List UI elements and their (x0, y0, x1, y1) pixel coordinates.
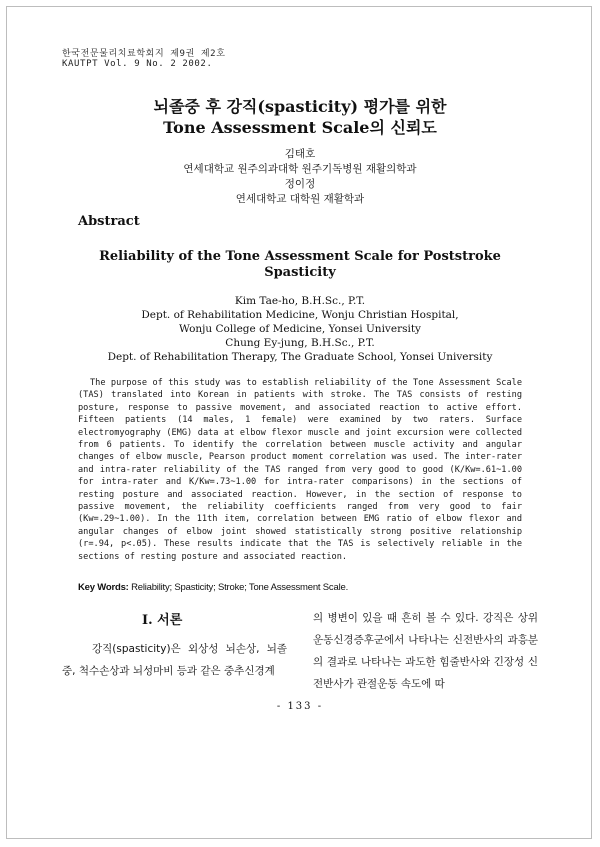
english-affiliation-2: Dept. of Rehabilitation Therapy, The Graduate School, Yonsei University (107, 351, 493, 363)
english-affiliation-1b: Wonju College of Medicine, Yonsei University (179, 323, 421, 335)
english-author-1: Kim Tae-ho, B.H.Sc., P.T. (234, 295, 366, 307)
english-author-2: Chung Ey-jung, B.H.Sc., P.T. (225, 337, 375, 349)
english-title-line-1: Reliability of the Tone Assessment Scale for Poststroke (99, 249, 501, 264)
section-heading-introduction: Ⅰ. 서론 (142, 613, 183, 628)
korean-affiliation-2: 연세대학교 대학원 재활학과 (235, 193, 365, 205)
journal-volume: KAUTPT Vol. 9 No. 2 2002. (62, 59, 213, 69)
keywords-label: Key Words: (78, 582, 129, 593)
abstract-heading: Abstract (78, 214, 140, 229)
korean-title-line-2: Tone Assessment Scale의 신뢰도 (163, 118, 437, 137)
abstract-body: The purpose of this study was to establish reliability of the Tone Assessment Scale (TAS) translated into Korean in patients with stroke. The TAS consists of resting posture, response to passive movement, and associated reaction to active effort. Fifteen patients (14 males, 1 female) were examined by two raters. Surface electromyography (EMG) data at elbow flexor muscle and joint excursion were collected from 6 patients. To identify the correlation between muscle activity and angular changes of elbow muscle, Pearson product moment correlation was used. The inter-rater and intra-rater reliability of the TAS ranged from very good to good (K/Kw=.61~1.00 for intra-rater and K/Kw=.73~1.00 for intra-rater comparisons) in the sections of resting posture and associated reaction. However, in the section of response to passive movement, the reliability coefficients ranged from very good to fair (Kw=.29~1.00). In the 11th item, correlation between EMG ratio of elbow flexor and angular changes of elbow joint showed statistically strong positive relationship (r=.94, p<.05). These results indicate that the TAS is selectively reliable in the sections of resting posture and associated reaction. (78, 378, 522, 562)
body-text-right-column: 의 병변이 있을 때 흔히 볼 수 있다. 강직은 상위운동신경증후군에서 나타나는 신전반사의 과흥분의 결과로 나타나는 과도한 힘줄반사와 긴장성 신전반사가 관절운동 속도에 따 (313, 612, 538, 690)
page-number: - 133 - (276, 701, 324, 712)
korean-affiliation-1: 연세대학교 원주의과대학 원주기독병원 재활의학과 (183, 163, 417, 175)
keywords (78, 582, 348, 593)
english-title-line-2: Spasticity (264, 265, 336, 280)
korean-author-2: 정이정 (284, 178, 316, 190)
body-text-left-column: 강직(spasticity)은 외상성 뇌손상, 뇌졸중, 척수손상과 뇌성마비 등과 같은 중추신경계 (62, 643, 287, 677)
korean-author-1: 김태호 (284, 148, 316, 160)
korean-title-line-1: 뇌졸중 후 강직(spasticity) 평가를 위한 (153, 97, 447, 116)
journal-name: 한국전문물리치료학회지 제9권 제2호 (62, 49, 226, 59)
keywords-text: Reliability; Spasticity; Stroke; Tone Assessment Scale. (131, 582, 349, 593)
english-affiliation-1a: Dept. of Rehabilitation Medicine, Wonju Christian Hospital, (141, 309, 459, 321)
